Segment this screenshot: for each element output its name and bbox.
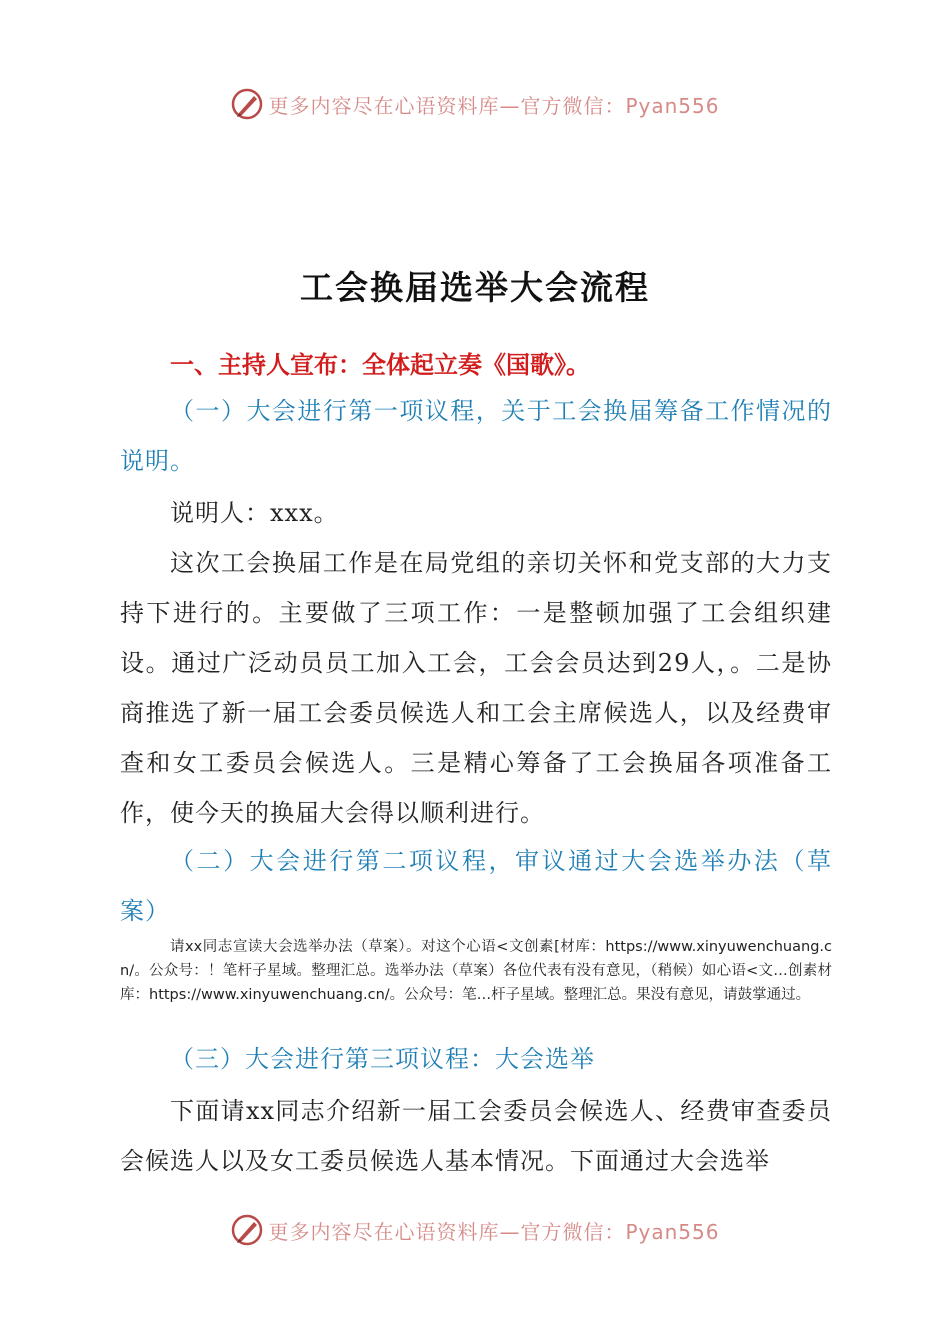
banner-text: 更多内容尽在心语资料库—官方微信：Pyan556 [268, 93, 720, 118]
item1-body: 这次工会换届工作是在局党组的亲切关怀和党支部的大力支持下进行的。主要做了三项工作：一是整顿加强了工会组织建设。通过广泛动员员工加入工会，工会会员达到29人，。二是协商推选了新一届工会委员候选人和工会主席候选人，以及经费审查和女工委员会候选人。三是精心筹备了工会换届各项准备工作，使今天的换届大会得以顺利进行。 [120, 549, 832, 827]
item2-body: 请xx同志宣读大会选举办法（草案）。对这个心语<文创素[材库：https://www.xinyuwenchuang.cn/。公众号：！笔杆子星域。整理汇总。选举办法（草案）各位代表有没有意见，（稍候）如心语<文…创素材库：https://www.xinyuwenchuang.cn/。公众号：笔…杆子星域。整理汇总。果没有意见，请鼓掌通过。 [120, 939, 832, 1003]
pen-logo-icon [230, 87, 264, 121]
banner-text: 更多内容尽在心语资料库—官方微信：Pyan556 [268, 1219, 720, 1244]
item3-body: 下面请xx同志介绍新一届工会委员会候选人、经费审查委员会候选人以及女工委员候选人基本情况。下面通过大会选举 [120, 1097, 832, 1175]
item3-heading: （三）大会进行第三项议程：大会选举 [170, 1045, 595, 1073]
page-title: 工会换届选举大会流程 [300, 268, 650, 307]
pen-logo-icon [230, 1213, 264, 1247]
presenter-line: 说明人：xxx。 [170, 499, 339, 527]
footer-banner [0, 1210, 950, 1250]
item1-heading: （一）大会进行第一项议程，关于工会换届筹备工作情况的说明。 [120, 397, 832, 475]
header-banner [0, 84, 950, 124]
item2-heading: （二）大会进行第二项议程，审议通过大会选举办法（草案） [120, 847, 832, 925]
section-heading: 一、主持人宣布：全体起立奏《国歌》。 [170, 351, 590, 379]
